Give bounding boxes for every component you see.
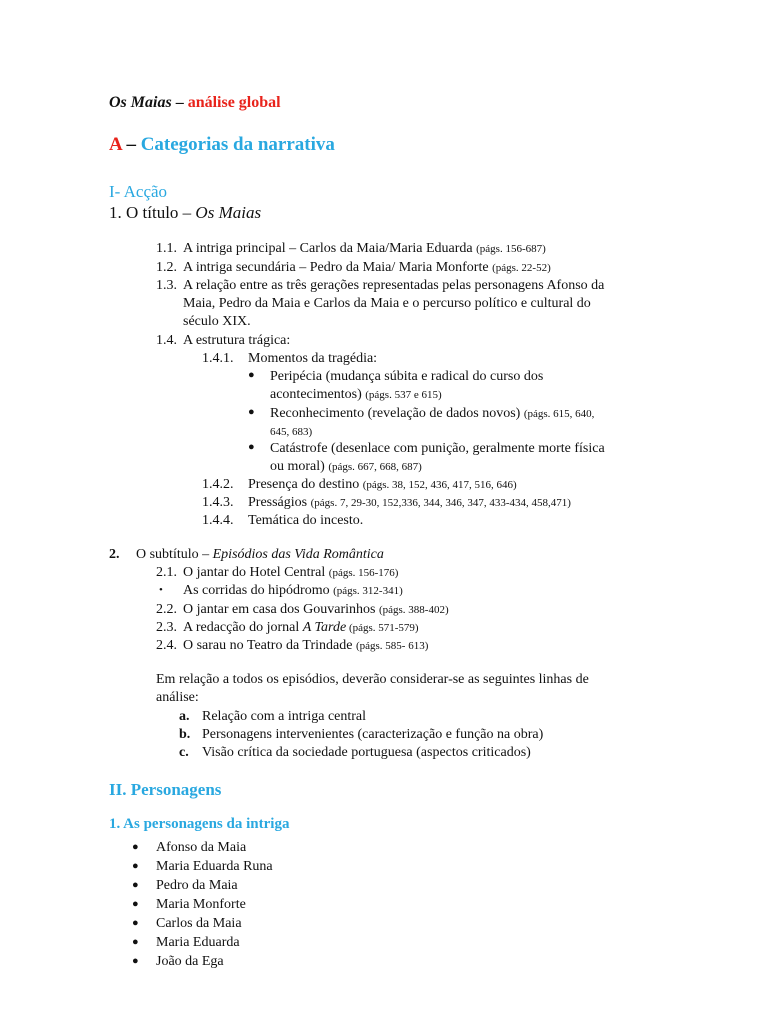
analysis-line1: Em relação a todos os episódios, deverão considerar-se as seguintes linhas de <box>156 672 589 687</box>
analysis-item: Visão crítica da sociedade portuguesa (aspectos criticados) <box>202 745 531 760</box>
episode-num: 2.2. <box>156 602 177 617</box>
character-item: Maria Eduarda Runa <box>156 859 273 874</box>
sub-1-2-pages: (págs. 22-52) <box>492 262 551 274</box>
item-2-num: 2. <box>109 547 120 562</box>
section-a-dash: – <box>121 134 141 155</box>
tragic-1-4-3-text <box>248 494 571 512</box>
episode-pages: (págs. 585- 613) <box>355 640 429 652</box>
title-dash: – <box>171 94 188 111</box>
catastrofe-pages: (págs. 667, 668, 687) <box>328 461 422 473</box>
item-2-prefix: O subtítulo – <box>136 547 213 562</box>
episode-label: As corridas do hipódromo <box>183 583 334 598</box>
bullet-icon: ● <box>132 879 139 891</box>
episode-italic: A Tarde <box>302 620 347 635</box>
episode-text <box>183 637 428 655</box>
bullet-icon: ● <box>132 917 139 929</box>
sub-1-2-num: 1.2. <box>156 260 177 275</box>
episode-text <box>183 564 398 582</box>
reconhecimento-pages-1: (págs. 615, 640, <box>523 408 595 420</box>
character-item: Afonso da Maia <box>156 840 247 855</box>
item-1-prefix: 1. O título – <box>109 203 196 222</box>
peripecia-line2 <box>270 386 442 404</box>
section-a-heading <box>109 134 335 156</box>
character-item: Maria Eduarda <box>156 935 240 950</box>
sub-1-4-num: 1.4. <box>156 333 177 348</box>
tragic-1-4-1-num: 1.4.1. <box>202 351 234 366</box>
episode-text <box>183 582 403 600</box>
sub-1-4-text: A estrutura trágica: <box>183 333 291 348</box>
reconhecimento-text: Reconhecimento (revelação de dados novos) <box>270 406 524 421</box>
episode-text <box>183 619 419 637</box>
reconhecimento-pages-2: 645, 683) <box>270 426 313 438</box>
tragic-1-4-4-text: Temática do incesto. <box>248 513 364 528</box>
episode-pages: (págs. 312-341) <box>333 585 403 597</box>
analysis-item: Relação com a intriga central <box>202 709 367 724</box>
item-1-italic: Os Maias <box>195 203 262 222</box>
episode-pages: (págs. 571-579) <box>346 622 419 634</box>
episode-label: O jantar em casa dos Gouvarinhos <box>183 602 379 617</box>
title-work: Os Maias <box>109 94 172 111</box>
episode-pages: (págs. 156-176) <box>328 567 399 579</box>
reconhecimento-line1 <box>270 405 594 423</box>
character-item: Maria Monforte <box>156 897 246 912</box>
item-1-title <box>109 203 261 223</box>
item-2-title <box>136 546 384 564</box>
document-title <box>109 94 281 112</box>
tragic-1-4-4-num: 1.4.4. <box>202 513 234 528</box>
bullet-icon: ● <box>132 860 139 872</box>
peripecia-line1: Peripécia (mudança súbita e radical do curso dos <box>270 369 544 384</box>
character-item: João da Ega <box>156 954 224 969</box>
character-item: Pedro da Maia <box>156 878 238 893</box>
sub-1-2-text <box>183 259 551 277</box>
sub-1-3-line3: século XIX. <box>183 314 251 329</box>
peripecia-pages: (págs. 537 e 615) <box>365 389 442 401</box>
bullet-icon: ● <box>248 441 255 453</box>
title-rest: análise global <box>187 94 281 111</box>
bullet-icon: ● <box>132 841 139 853</box>
tragic-1-4-1-label: Momentos da tragédia: <box>248 351 378 366</box>
bullet-icon: ● <box>132 898 139 910</box>
episode-label: O sarau no Teatro da Trindade <box>183 638 356 653</box>
analysis-letter: c. <box>179 745 189 760</box>
episode-num: 2.3. <box>156 620 177 635</box>
tragic-1-4-3-pages: (págs. 7, 29-30, 152,336, 344, 346, 347, 433-434, 458,471) <box>310 497 571 509</box>
bullet-icon: ● <box>132 936 139 948</box>
catastrofe-line1: Catástrofe (desenlace com punição, geralmente morte física <box>270 441 605 456</box>
tragic-1-4-3-num: 1.4.3. <box>202 495 234 510</box>
episode-num: 2.4. <box>156 638 177 653</box>
tragic-1-4-3-label: Presságios <box>248 495 311 510</box>
bullet-icon: ● <box>248 406 255 418</box>
bullet-icon: ● <box>248 369 255 381</box>
section-a-letter: A <box>109 134 122 155</box>
episode-num: 2.1. <box>156 565 177 580</box>
episode-pages: (págs. 388-402) <box>378 604 449 616</box>
analysis-item: Personagens intervenientes (caracterização e função na obra) <box>202 727 544 742</box>
sub-1-1-num: 1.1. <box>156 241 177 256</box>
section-i-heading: I- Acção <box>109 182 168 201</box>
sub-1-1-label: A intriga principal – Carlos da Maia/Maria Eduarda <box>183 241 477 256</box>
sub-1-1-text <box>183 240 546 258</box>
episode-label: A redacção do jornal <box>183 620 303 635</box>
tragic-1-4-2-text <box>248 476 517 494</box>
peripecia-l2-text: acontecimentos) <box>270 387 366 402</box>
catastrofe-line2 <box>270 458 422 476</box>
sub-1-2-label: A intriga secundária – Pedro da Maia/ Maria Monforte <box>183 260 493 275</box>
catastrofe-l2-text: ou moral) <box>270 459 329 474</box>
tragic-1-4-2-num: 1.4.2. <box>202 477 234 492</box>
analysis-letter: a. <box>179 709 190 724</box>
tragic-1-4-2-label: Presença do destino <box>248 477 363 492</box>
analysis-line2: análise: <box>156 690 199 705</box>
bullet-icon: ● <box>132 955 139 967</box>
episode-label: O jantar do Hotel Central <box>183 565 329 580</box>
bullet-icon: • <box>159 584 163 596</box>
tragic-1-4-2-pages: (págs. 38, 152, 436, 417, 516, 646) <box>362 479 517 491</box>
analysis-letter: b. <box>179 727 191 742</box>
sub-1-3-line2: Maia, Pedro da Maia e Carlos da Maia e o percurso político e cultural do <box>183 296 591 311</box>
section-ii-heading: II. Personagens <box>109 780 222 799</box>
sub-1-3-line1: A relação entre as três gerações representadas pelas personagens Afonso da <box>183 278 605 293</box>
sub-1-1-pages: (págs. 156-687) <box>476 243 546 255</box>
episode-text <box>183 601 449 619</box>
sub-1-3-num: 1.3. <box>156 278 177 293</box>
item-2-italic: Episódios das Vida Romântica <box>212 547 384 562</box>
section-a-title: Categorias da narrativa <box>140 134 335 155</box>
character-item: Carlos da Maia <box>156 916 242 931</box>
characters-heading: 1. As personagens da intriga <box>109 816 290 832</box>
